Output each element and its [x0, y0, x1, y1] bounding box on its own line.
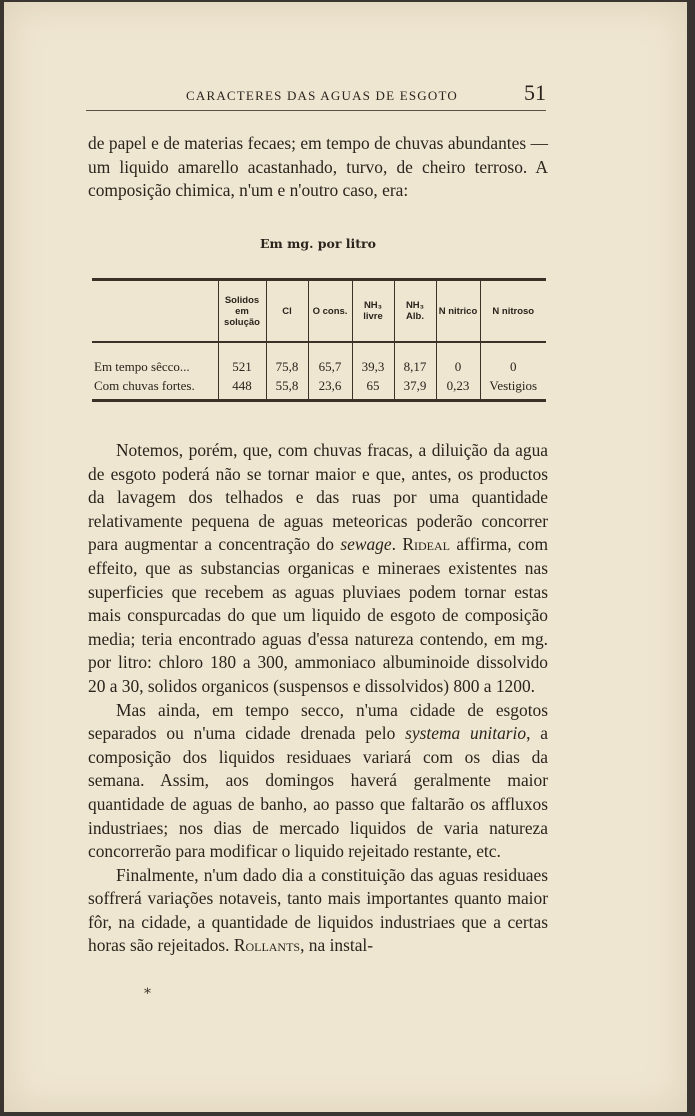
col-header: NH₃ livre [352, 280, 394, 343]
header-blank [92, 280, 218, 343]
col-header: O cons. [308, 280, 352, 343]
table-cell: 0 [436, 342, 480, 376]
table-cell: 521 [218, 342, 266, 376]
table-cell: 8,17 [394, 342, 436, 376]
col-header: Solidos em solução [218, 280, 266, 343]
table-cell: 23,6 [308, 376, 352, 401]
text-run: , na instal- [300, 935, 374, 956]
text-run: , a composição dos liquidos residuaes variará com os dias da semana. Assim, aos domingos haverá geralmente maior quantidade de aguas de banho, ao passo que faltarão os affluxos industriaes; nos dias de mercado liquidos de varia natureza concorrerão para modificar o liquido rejeitado restante, etc. [88, 723, 549, 862]
composition-table [92, 278, 546, 402]
running-header [86, 80, 546, 111]
intro-paragraph: de papel e de materias fecaes; em tempo de chuvas abundantes — um liquido amarello acastanhado, turvo, de cheiro terroso. A composição chimica, n'um e n'outro caso, era: [88, 133, 548, 201]
text-run: . [391, 534, 403, 555]
table-cell: 65 [352, 376, 394, 401]
table-cell: Vestigios [480, 376, 546, 401]
intro-text [88, 132, 548, 203]
body-text [88, 439, 548, 958]
col-header: Cl [266, 280, 308, 343]
table-cell: 37,9 [394, 376, 436, 401]
row-label: Em tempo sêcco... [94, 359, 190, 374]
table-header-row [92, 280, 546, 343]
paragraph-1 [88, 439, 548, 699]
emphasis-systema: systema unitario [405, 723, 527, 744]
text-run: Finalmente, n'um dado dia a constituição das aguas residuaes soffrerá variações notaveis, tanto mais importantes quanto maior fôr, na cidade, a quantidade de liquidos industriaes que a certas horas são rejeitados. [88, 864, 548, 956]
running-title: CARACTERES DAS AGUAS DE ESGOTO [186, 88, 458, 103]
emphasis-sewage: sewage [340, 534, 392, 555]
text-run: Mas ainda, em tempo secco, n'uma cidade de esgotos separados ou n'uma cidade drenada pelo [88, 699, 548, 744]
table-cell: 0,23 [436, 376, 480, 401]
row-label: Com chuvas fortes. [92, 376, 218, 401]
author-name: Rollants [233, 935, 301, 956]
table-row [92, 376, 546, 401]
footnote-mark: * [144, 986, 151, 1002]
book-page [4, 2, 687, 1112]
col-header: N nitrico [436, 280, 480, 343]
table-row [92, 342, 546, 376]
table-cell: 39,3 [352, 342, 394, 376]
page-number: 51 [524, 80, 546, 105]
col-header: N nitroso [480, 280, 546, 343]
author-name: Rideal [402, 534, 450, 555]
table-caption: Em mg. por litro [260, 236, 376, 251]
text-run: affirma, com effeito, que as substancias organicas e mineraes existentes nas superficies que recebem as aguas pluviaes podem tornar estas mais conspurcadas do que um liquido de esgoto de composição media; teria encontrado aguas d'essa natureza contendo, em mg. por litro: chloro 180 a 300, ammoniaco albuminoide dissolvido 20 a 30, solidos organicos (suspensos e dissolvidos) 800 a 1200. [88, 534, 548, 696]
text-run: Notemos, porém, que, com chuvas fracas, a diluição da agua de esgoto poderá não se tornar maior e que, antes, os productos da lavagem dos telhados e das ruas por uma quantidade relativamente pequena de aguas meteoricas poderão concorrer para augmentar a concentração do [88, 440, 548, 555]
table-cell: 55,8 [266, 376, 308, 401]
col-header: NH₃ Alb. [394, 280, 436, 343]
paragraph-2 [88, 699, 548, 864]
table-cell: 0 [480, 342, 546, 376]
table-cell: 448 [218, 376, 266, 401]
table-cell: 75,8 [266, 342, 308, 376]
table-cell: 65,7 [308, 342, 352, 376]
paragraph-3 [88, 864, 548, 958]
